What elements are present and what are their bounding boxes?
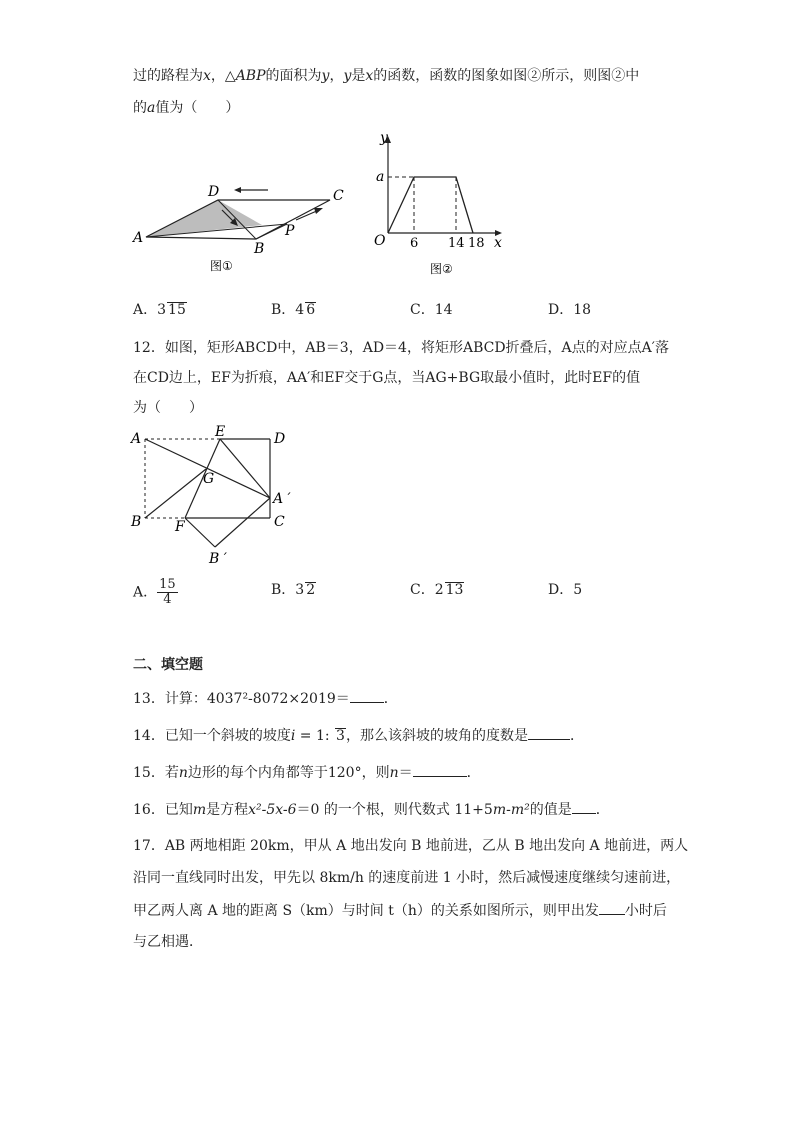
segment-aa1 — [145, 439, 270, 498]
q11-option-a[interactable] — [133, 300, 187, 320]
option-label: A． — [133, 584, 158, 601]
label-B-prime: B ′ — [209, 551, 227, 567]
q17-line4: 与乙相遇． — [133, 934, 203, 950]
figure-2-caption: 图② — [430, 262, 453, 276]
q11-var-y: y — [343, 68, 352, 84]
q11-option-c[interactable] — [410, 300, 453, 320]
label-B: B — [254, 241, 265, 257]
q11-var-x: x — [203, 68, 211, 84]
q11-text: 是 — [351, 68, 366, 84]
q11-text: 的面积为 — [265, 68, 322, 84]
label-B: B — [131, 514, 142, 530]
q12-line3: 为（ ） — [133, 400, 203, 416]
label-C: C — [333, 188, 344, 204]
q16-text: ． — [595, 802, 610, 818]
q12-option-b[interactable] — [271, 580, 316, 600]
option-label: D．18 — [548, 302, 592, 318]
tick-14: 14 — [448, 236, 465, 251]
q13-answer-blank[interactable] — [350, 688, 384, 703]
q12-line1: 12．如图，矩形ABCD中，AB＝3，AD＝4，将矩形ABCD折叠后，A点的对应点A′落 — [133, 340, 669, 356]
q17-answer-blank[interactable] — [599, 900, 625, 915]
q16-equation: x²-5x-6 — [248, 802, 297, 818]
tick-6: 6 — [410, 236, 419, 251]
q12-option-d[interactable] — [548, 580, 582, 600]
q11-line1 — [133, 66, 639, 86]
q13 — [133, 688, 398, 709]
label-G: G — [203, 471, 215, 487]
label-origin: O — [374, 233, 386, 249]
q12-option-a[interactable] — [133, 578, 178, 607]
q17-line3 — [133, 900, 667, 921]
q15-text: ＝ — [398, 765, 413, 781]
q17-line2: 沿同一直线同时出发，甲先以 8km/h 的速度前进 1 小时，然后减慢速度继续匀速前进， — [133, 870, 681, 886]
option-label: B．4 — [271, 302, 305, 318]
q11-triangle-name: ABP — [235, 68, 266, 84]
option-label: C．2 — [410, 582, 444, 598]
q14 — [133, 725, 584, 746]
label-C: C — [274, 514, 285, 530]
q12-line2: 在CD边上，EF为折痕，AA′和EF交于G点，当AG+BG取最小值时，此时EF的值 — [133, 370, 641, 386]
q16-expression: m-m² — [492, 802, 530, 818]
tick-18: 18 — [468, 236, 485, 251]
segment-fb1 — [185, 518, 215, 547]
q11-text: 的函数，函数的图象如图②所示，则图②中 — [373, 68, 640, 84]
fraction-numerator: 15 — [159, 577, 176, 592]
segment-a1b1 — [215, 498, 270, 547]
q16-text: 是方程 — [206, 802, 249, 818]
label-F: F — [175, 519, 185, 535]
label-A: A — [133, 230, 144, 246]
q17-text: 小时后 — [624, 903, 667, 919]
q12-option-c[interactable] — [410, 580, 464, 600]
q11-var-x: x — [365, 68, 374, 84]
q11-option-b[interactable] — [271, 300, 316, 320]
arrow-up-icon — [314, 208, 323, 214]
sqrt-radicand: 3 — [336, 728, 345, 744]
q15-text: 15．若 — [133, 765, 179, 781]
q14-answer-blank[interactable] — [528, 725, 570, 740]
q11-text: ， — [329, 68, 344, 84]
q15-text: 边形的每个内角都等于120°，则 — [187, 765, 390, 781]
q11-line2 — [133, 98, 239, 118]
label-A: A — [131, 431, 142, 447]
q14-text: ． — [569, 728, 584, 744]
label-E: E — [215, 424, 226, 440]
q11-figure-1 — [130, 178, 355, 278]
section-heading-fill-in: 二、填空题 — [133, 657, 203, 673]
label-y-axis: y — [380, 130, 388, 146]
q16-answer-blank[interactable] — [572, 799, 596, 814]
label-A-prime: A ′ — [273, 491, 291, 507]
q11-var-a: a — [147, 100, 156, 116]
q11-text: ，△ — [210, 68, 236, 84]
sqrt-radicand: 2 — [306, 582, 316, 598]
q15-var-n: n — [389, 765, 399, 781]
q15-text: ． — [466, 765, 481, 781]
q14-text: ，那么该斜坡的坡角的度数是 — [345, 728, 528, 744]
q13-text: ． — [383, 691, 398, 707]
label-P: P — [285, 223, 295, 239]
option-label: D．5 — [548, 582, 583, 598]
q11-text: 值为（ ） — [155, 100, 240, 116]
arrow-left-icon — [234, 187, 241, 193]
sqrt-radicand: 15 — [168, 302, 186, 318]
label-x-axis: x — [494, 235, 502, 251]
segment-bg — [145, 469, 206, 518]
q11-text: 的 — [133, 100, 147, 116]
figure-1-caption: 图① — [210, 259, 233, 273]
fraction — [157, 578, 178, 607]
q11-option-d[interactable] — [548, 300, 591, 320]
function-graph — [388, 177, 473, 233]
q14-eq: = 1: — [295, 728, 335, 744]
q16-var-m: m — [192, 802, 207, 818]
label-a: a — [376, 169, 385, 185]
q15-answer-blank[interactable] — [413, 762, 467, 777]
option-label: C．14 — [410, 302, 453, 318]
q12-figure — [125, 423, 300, 568]
sqrt-radicand: 13 — [445, 582, 464, 598]
q16-text: ＝0 的一个根，则代数式 11+5 — [296, 802, 493, 818]
q17-text: 甲乙两人离 A 地的距离 S（km）与时间 t（h）的关系如图所示，则甲出发 — [133, 903, 599, 919]
q17-line1: 17．AB 两地相距 20km，甲从 A 地出发向 B 地前进，乙从 B 地出发向 A 地前进，两人 — [133, 838, 689, 854]
label-D: D — [208, 184, 220, 200]
label-D: D — [274, 431, 286, 447]
q16-text: 的值是 — [529, 802, 572, 818]
q14-var-i: i — [290, 728, 296, 744]
q16-text: 16．已知 — [133, 802, 193, 818]
q14-text: 14．已知一个斜坡的坡度 — [133, 728, 291, 744]
fraction-denominator: 4 — [163, 592, 172, 607]
segment-ea1 — [220, 439, 270, 498]
option-label: A．3 — [133, 302, 167, 318]
option-label: B．3 — [271, 582, 305, 598]
q11-figure-2 — [370, 130, 510, 280]
q11-var-y: y — [321, 68, 330, 84]
q16 — [133, 799, 610, 820]
q15-var-n: n — [178, 765, 188, 781]
q15 — [133, 762, 481, 783]
q11-text: 过的路程为 — [133, 68, 203, 84]
q13-text: 13．计算：4037²-8072×2019＝ — [133, 691, 350, 707]
sqrt-radicand: 6 — [306, 302, 316, 318]
